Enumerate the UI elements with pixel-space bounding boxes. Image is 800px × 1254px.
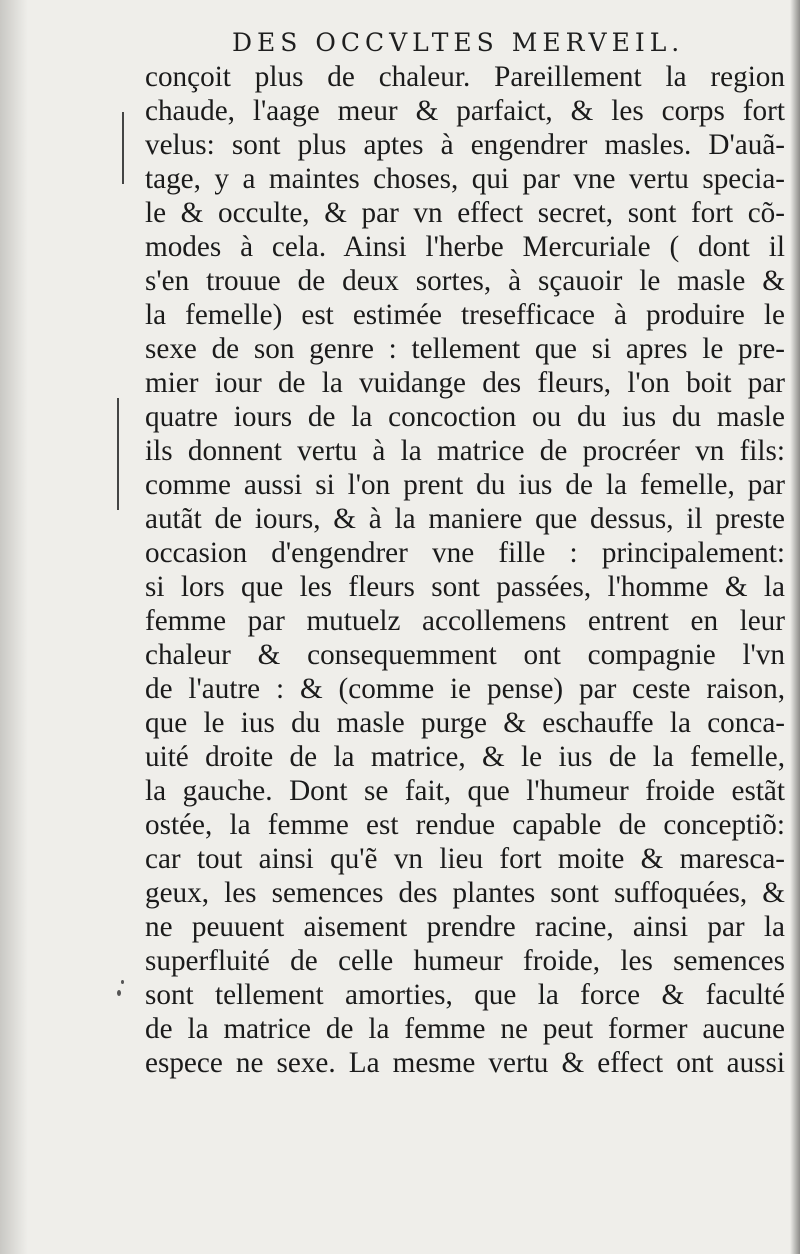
text-line: la femelle) est estimée tresefficace à produire le: [145, 299, 785, 331]
text-line: modes à cela. Ainsi l'herbe Mercuriale ( dont il: [145, 231, 785, 263]
text-line: velus: sont plus aptes à engendrer masles. D'auã-: [145, 129, 785, 161]
margin-line-mark: [117, 398, 119, 510]
text-line: si lors que les fleurs sont passées, l'homme & la: [145, 571, 785, 603]
text-line: superfluité de celle humeur froide, les semences: [145, 945, 785, 977]
text-line: le & occulte, & par vn effect secret, sont fort cõ-: [145, 197, 785, 229]
text-line: de l'autre : & (comme ie pense) par ceste raison,: [145, 673, 785, 705]
ink-speck: [121, 980, 124, 984]
text-line: chaude, l'aage meur & parfaict, & les corps fort: [145, 95, 785, 127]
text-line: que le ius du masle purge & eschauffe la conca-: [145, 707, 785, 739]
text-line: geux, les semences des plantes sont suffoquées, &: [145, 877, 785, 909]
margin-line-mark: [122, 112, 124, 184]
text-line: uité droite de la matrice, & le ius de la femelle,: [145, 741, 785, 773]
text-line: espece ne sexe. La mesme vertu & effect ont aussi: [145, 1047, 785, 1079]
text-line: quatre iours de la concoction ou du ius du masle: [145, 401, 785, 433]
text-line: la gauche. Dont se fait, que l'humeur froide estãt: [145, 775, 785, 807]
ink-speck: [117, 990, 121, 996]
text-line: autãt de iours, & à la maniere que dessus, il preste: [145, 503, 785, 535]
text-line: femme par mutuelz accollemens entrent en leur: [145, 605, 785, 637]
text-line: conçoit plus de chaleur. Pareillement la region: [145, 61, 785, 93]
text-line: tage, y a maintes choses, qui par vne vertu specia-: [145, 163, 785, 195]
body-text: [145, 60, 785, 1080]
text-line: occasion d'engendrer vne fille : principalement:: [145, 537, 785, 569]
text-line: chaleur & consequemment ont compagnie l'vn: [145, 639, 785, 671]
text-line: sexe de son genre : tellement que si apres le pre-: [145, 333, 785, 365]
text-line: ils donnent vertu à la matrice de procréer vn fils:: [145, 435, 785, 467]
running-head: DES OCCVLTES MERVEIL.: [232, 28, 685, 57]
text-line: ostée, la femme est rendue capable de conceptiõ:: [145, 809, 785, 841]
text-line: comme aussi si l'on prent du ius de la femelle, par: [145, 469, 785, 501]
text-line: de la matrice de la femme ne peut former aucune: [145, 1013, 785, 1045]
binding-shadow: [0, 0, 28, 1254]
text-line: mier iour de la vuidange des fleurs, l'on boit par: [145, 367, 785, 399]
page-edge-shadow: [790, 0, 800, 1254]
text-line: car tout ainsi qu'ẽ vn lieu fort moite & marescа-: [145, 843, 785, 875]
text-line: s'en trouue de deux sortes, à sçauoir le masle &: [145, 265, 785, 297]
text-line: sont tellement amorties, que la force & faculté: [145, 979, 785, 1011]
text-line: ne peuuent aisement prendre racine, ainsi par la: [145, 911, 785, 943]
